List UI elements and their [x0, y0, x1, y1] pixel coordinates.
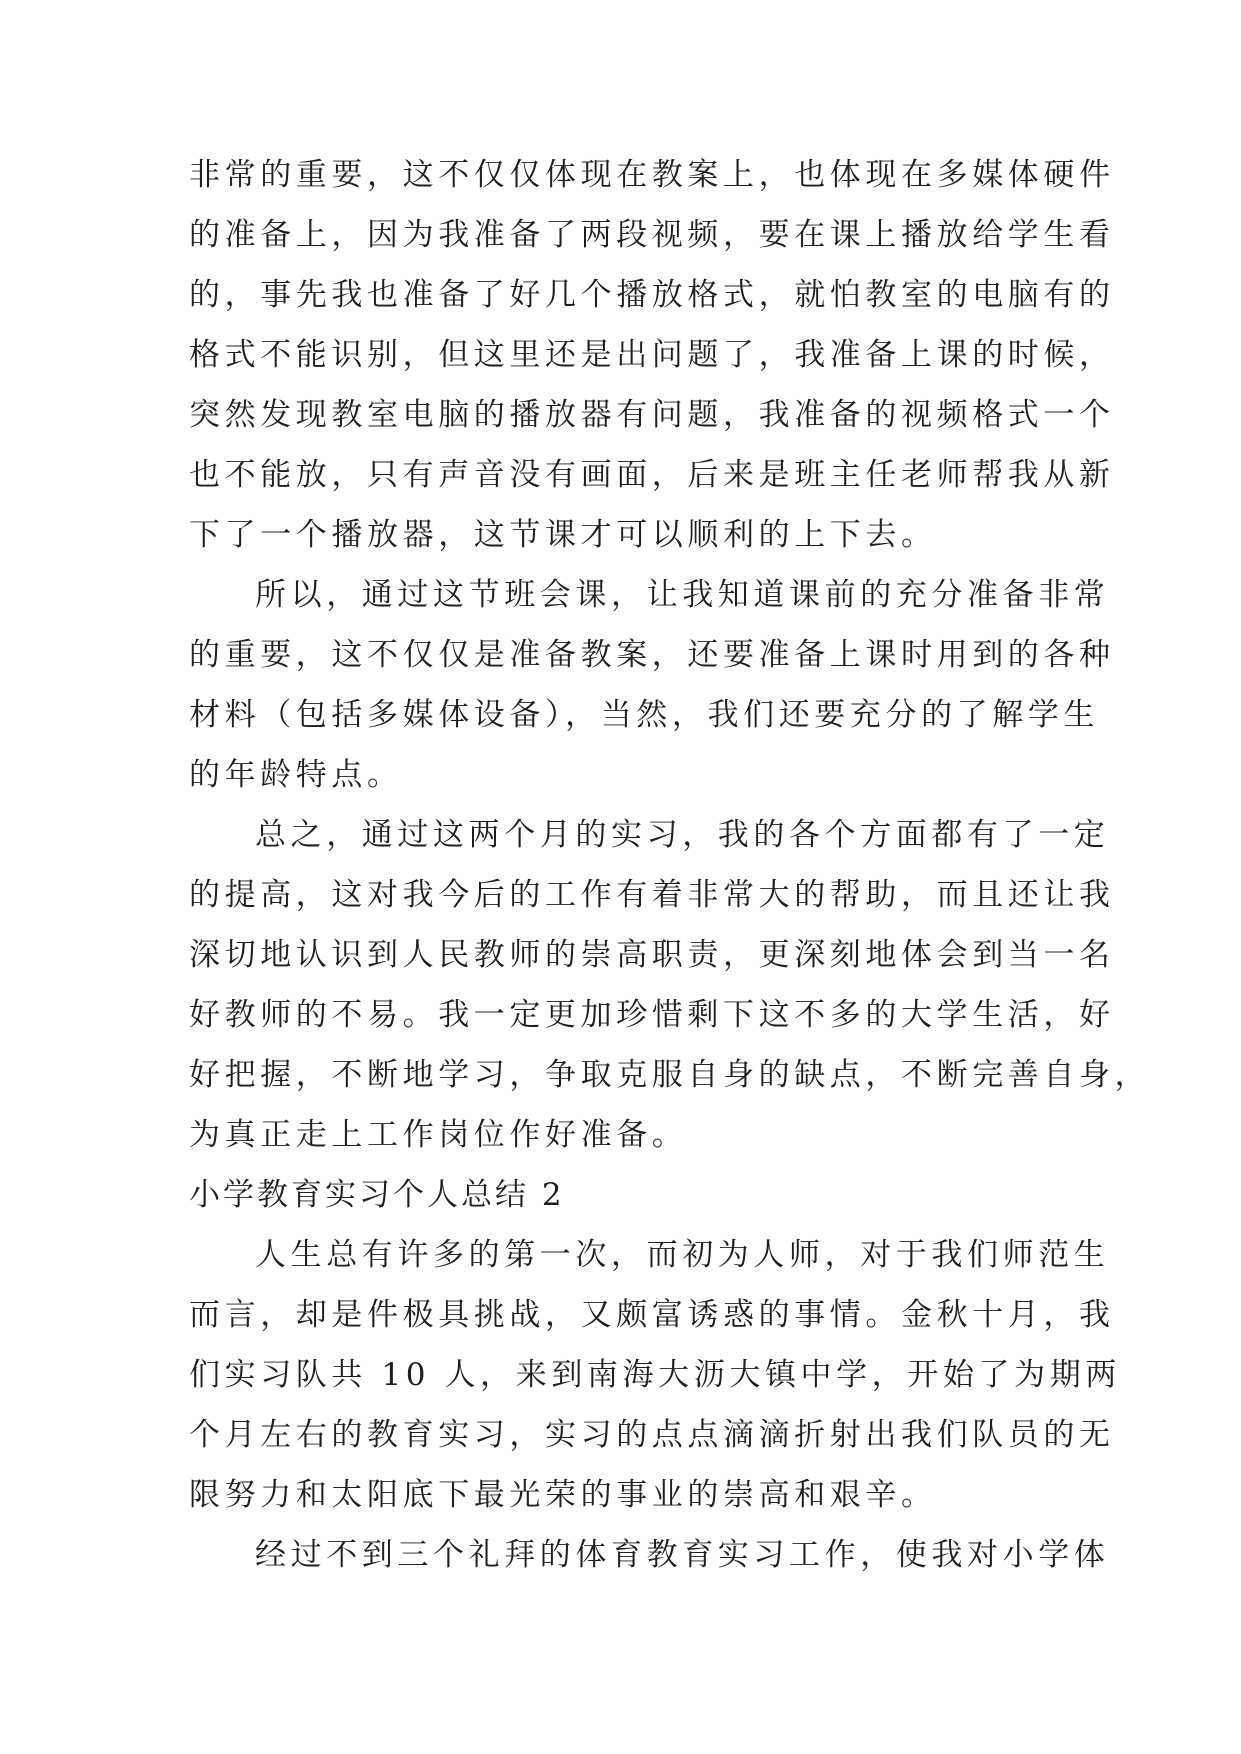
- text-line: 材料（包括多媒体设备），当然，我们还要充分的了解学生: [189, 697, 1100, 733]
- text-line: 格式不能识别，但这里还是出问题了，我准备上课的时候，: [189, 337, 1115, 373]
- text-line: 个月左右的教育实习，实习的点点滴滴折射出我们队员的无: [189, 1417, 1115, 1453]
- text-line: 深切地认识到人民教师的崇高职责，更深刻地体会到当一名: [189, 937, 1115, 973]
- text-line: 的重要，这不仅仅是准备教案，还要准备上课时用到的各种: [189, 637, 1115, 673]
- text-line: 下了一个播放器，这节课才可以顺利的上下去。: [189, 517, 937, 553]
- text-line: 的提高，这对我今后的工作有着非常大的帮助，而且还让我: [189, 877, 1115, 913]
- text-line: 非常的重要，这不仅仅体现在教案上，也体现在多媒体硬件: [189, 157, 1115, 193]
- text-line: 为真正走上工作岗位作好准备。: [189, 1117, 688, 1153]
- paragraph-first-line: 经过不到三个礼拜的体育教育实习工作，使我对小学体: [255, 1537, 1110, 1573]
- text-line: 也不能放，只有声音没有画面，后来是班主任老师帮我从新: [189, 457, 1115, 493]
- text-line: 突然发现教室电脑的播放器有问题，我准备的视频格式一个: [189, 397, 1115, 433]
- text-line: 的准备上，因为我准备了两段视频，要在课上播放给学生看: [189, 217, 1115, 253]
- text-line: 好把握，不断地学习，争取克服自身的缺点，不断完善自身，: [189, 1057, 1151, 1093]
- text-line: 而言，却是件极具挑战，又颇富诱惑的事情。金秋十月，我: [189, 1297, 1115, 1333]
- paragraph-first-line: 总之，通过这两个月的实习，我的各个方面都有了一定: [255, 817, 1110, 853]
- paragraph-first-line: 所以，通过这节班会课，让我知道课前的充分准备非常: [255, 577, 1110, 613]
- paragraph-first-line: 人生总有许多的第一次，而初为人师，对于我们师范生: [255, 1237, 1110, 1273]
- section-heading: 小学教育实习个人总结 2: [189, 1177, 565, 1213]
- text-line: 限努力和太阳底下最光荣的事业的崇高和艰辛。: [189, 1477, 937, 1513]
- text-line: 的年龄特点。: [189, 757, 403, 793]
- text-line: 好教师的不易。我一定更加珍惜剩下这不多的大学生活，好: [189, 997, 1115, 1033]
- document-body: [189, 157, 1151, 1600]
- text-line: 们实习队共 10 人，来到南海大沥大镇中学，开始了为期两: [189, 1357, 1121, 1393]
- text-line: 的，事先我也准备了好几个播放格式，就怕教室的电脑有的: [189, 277, 1115, 313]
